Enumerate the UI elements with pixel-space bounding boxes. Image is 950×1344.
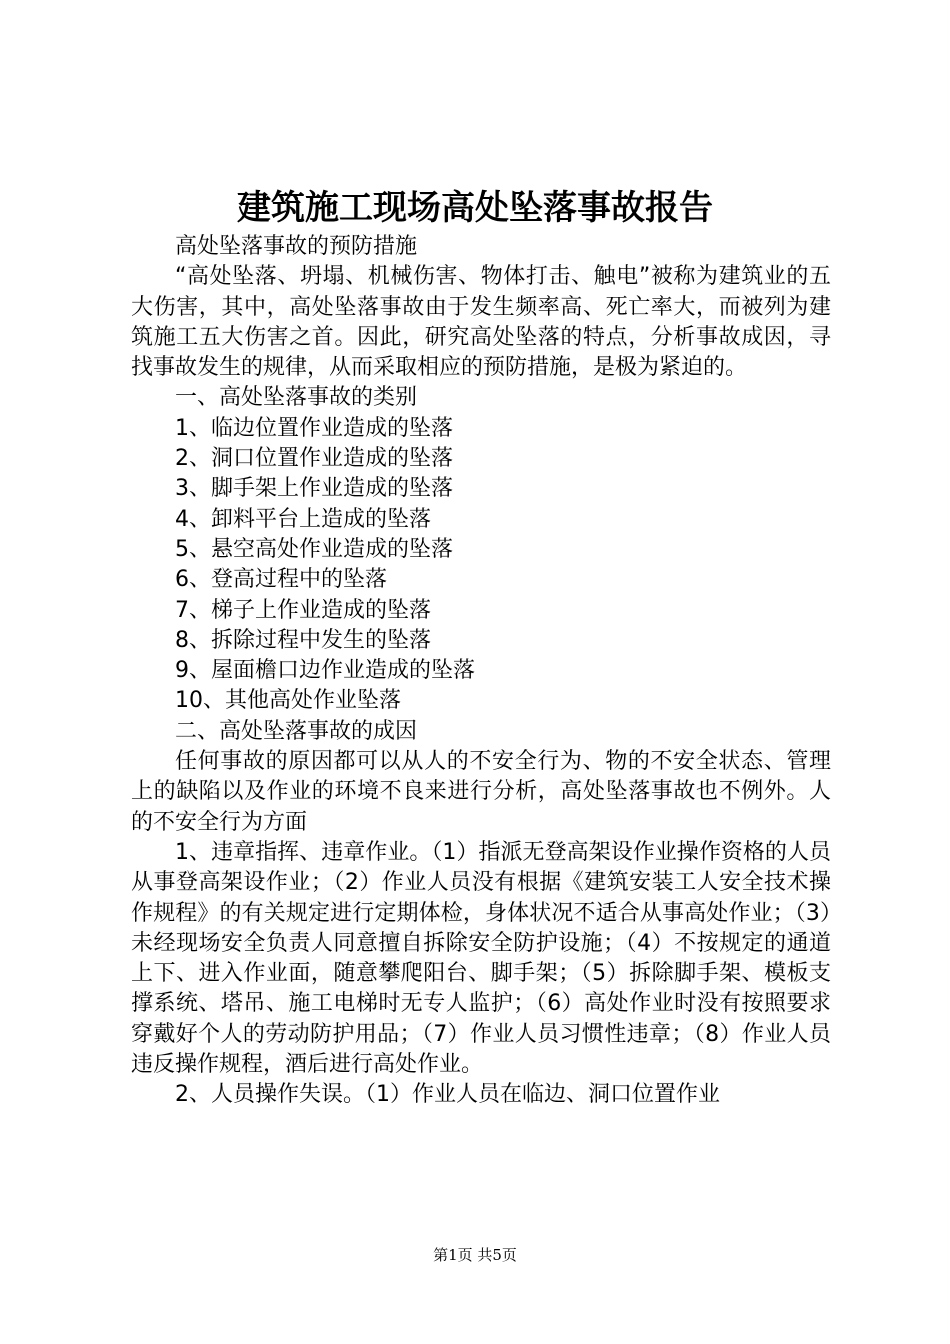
list-item: 5、悬空高处作业造成的坠落 [175, 536, 453, 562]
document-title: 建筑施工现场高处坠落事故报告 [237, 188, 713, 228]
paragraph-operation-errors: 2、人员操作失误。（1）作业人员在临边、洞口位置作业 [175, 1082, 720, 1108]
list-item: 6、登高过程中的坠落 [175, 567, 387, 593]
paragraph-causes-intro: 任何事故的原因都可以从人的不安全行为、物的不安全状态、管理上的缺陷以及作业的环境不良来进行分析，高处坠落事故也不例外。人的不安全行为方面 [131, 749, 831, 835]
list-item: 9、屋面檐口边作业造成的坠落 [175, 658, 475, 684]
list-item: 3、脚手架上作业造成的坠落 [175, 476, 453, 502]
paragraph-subtitle: 高处坠落事故的预防措施 [175, 234, 418, 259]
list-item: 1、临边位置作业造成的坠落 [175, 415, 453, 441]
list-item: 4、卸料平台上造成的坠落 [175, 506, 431, 532]
document-body [131, 232, 831, 1111]
paragraph-intro: “高处坠落、坍塌、机械伤害、物体打击、触电”被称为建筑业的五大伤害，其中，高处坠落事故由于发生频率高、死亡率大，而被列为建筑施工五大伤害之首。因此，研究高处坠落的特点，分析事故成因，寻找事故发生的规律，从而采取相应的预防措施，是极为紧迫的。 [131, 264, 831, 381]
list-item: 8、拆除过程中发生的坠落 [175, 627, 431, 653]
page-footer: 第1页 共5页 [433, 1246, 517, 1264]
list-item: 10、其他高处作业坠落 [175, 688, 401, 714]
section-heading-categories: 一、高处坠落事故的类别 [175, 385, 418, 411]
list-item: 7、梯子上作业造成的坠落 [175, 597, 431, 623]
list-item: 2、洞口位置作业造成的坠落 [175, 446, 453, 472]
paragraph-violations: 1、违章指挥、违章作业。（1）指派无登高架设作业操作资格的人员从事登高架设作业；（2）作业人员没有根据《建筑安装工人安全技术操作规程》的有关规定进行定期体检，身体状况不适合从事高处作业；（3）未经现场安全负责人同意擅自拆除安全防护设施；（4）不按规定的通道上下、进入作业面，随意攀爬阳台、脚手架；（5）拆除脚手架、模板支撑系统、塔吊、施工电梯时无专人监护；（6）高处作业时没有按照要求穿戴好个人的劳动防护用品；（7）作业人员习惯性违章；（8）作业人员违反操作规程，酒后进行高处作业。 [131, 839, 831, 1078]
section-heading-causes: 二、高处坠落事故的成因 [175, 718, 418, 744]
